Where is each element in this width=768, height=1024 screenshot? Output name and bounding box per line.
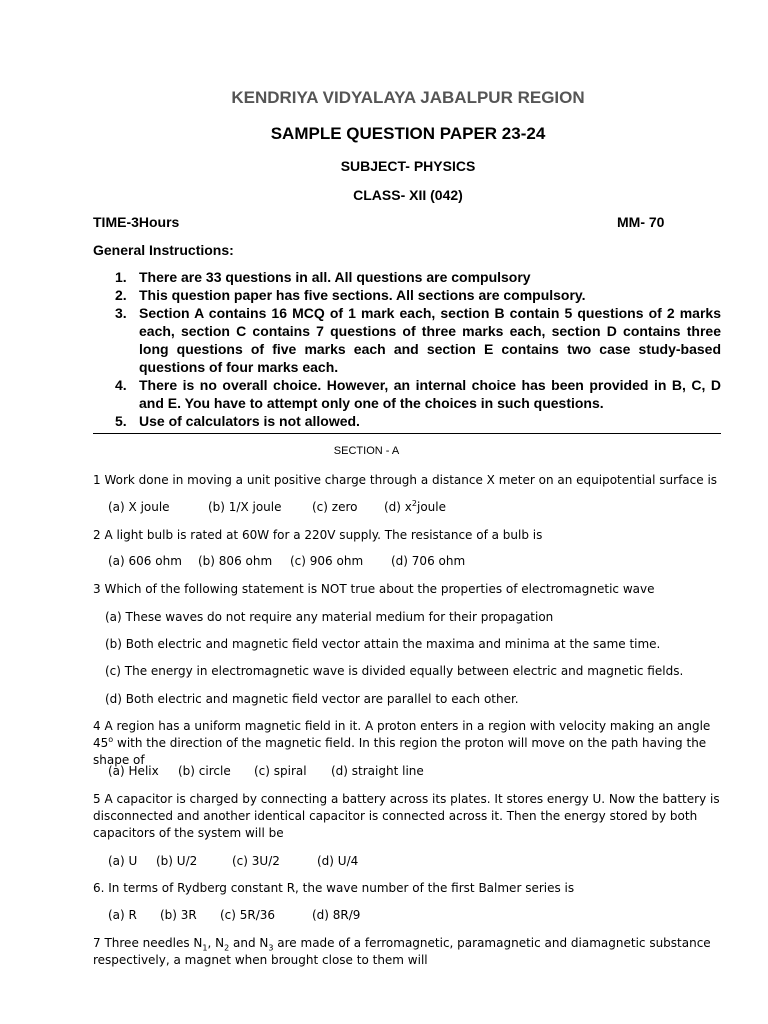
instruction-text: Section A contains 16 MCQ of 1 mark each, section B contain 5 questions of 2 marks each, section C contains 7 questions of three marks each, section D contains three long questions of five marks each and section E contains two case study-based questions of four marks each.	[139, 305, 721, 375]
instructions-title: General Instructions:	[93, 242, 234, 258]
instruction-number: 4.	[115, 377, 127, 393]
question-3-text: 3 Which of the following statement is NOT true about the properties of electromagnetic wave	[93, 582, 655, 596]
instruction-item	[93, 268, 721, 286]
instruction-item	[93, 286, 721, 304]
instruction-text: Use of calculators is not allowed.	[139, 413, 360, 429]
question-4-option-c: (c) spiral	[254, 764, 307, 778]
question-2-option-c: (c) 906 ohm	[290, 554, 364, 568]
question-5-option-a: (a) U	[108, 854, 138, 868]
question-3-option-c: (c) The energy in electromagnetic wave is divided equally between electric and magnetic fields.	[105, 664, 684, 678]
instruction-number: 2.	[115, 287, 127, 303]
question-4-text: 4 A region has a uniform magnetic field in it. A proton enters in a region with velocity making an angle 45$^o$ with the direction of the magnetic field. In this region the proton will move on the path having the shape of	[93, 719, 711, 767]
class-line: CLASS- XII (042)	[353, 187, 463, 203]
question-5-option-d: (d) U/4	[317, 854, 359, 868]
question-4-option-b: (b) circle	[178, 764, 231, 778]
subject-line: SUBJECT- PHYSICS	[340, 158, 476, 174]
question-5-text: 5 A capacitor is charged by connecting a battery across its plates. It stores energy U. Now the battery is disconnected and another identical capacitor is connected across it. Then the energy stored by both capacitors of the system will be	[93, 792, 720, 840]
question-1-option-b: (b) 1/X joule	[208, 500, 282, 514]
question-5-option-c: (c) 3U/2	[232, 854, 280, 868]
question-1-option-d: (d) $x^2joule$	[384, 499, 446, 514]
instruction-item	[93, 304, 721, 376]
question-1-option-a: (a) X joule	[108, 500, 170, 514]
instruction-number: 5.	[115, 413, 127, 429]
instruction-text: There is no overall choice. However, an internal choice has been provided in B, C, D and E. You have to attempt only one of the choices in such questions.	[139, 377, 721, 411]
question-5-option-b: (b) U/2	[156, 854, 198, 868]
instruction-number: 3.	[115, 305, 127, 321]
max-marks: MM- 70	[617, 214, 665, 230]
question-3-option-b: (b) Both electric and magnetic field vector attain the maxima and minima at the same time.	[105, 637, 661, 651]
question-6-option-c: (c) 5R/36	[220, 908, 276, 922]
question-6-option-d: (d) 8R/9	[312, 908, 361, 922]
question-2-option-a: (a) 606 ohm	[108, 554, 182, 568]
question-6-text: 6. In terms of Rydberg constant R, the wave number of the first Balmer series is	[93, 881, 575, 895]
question-4-option-d: (d) straight line	[331, 764, 424, 778]
question-3-option-a: (a) These waves do not require any material medium for their propagation	[105, 610, 554, 624]
question-6-option-a: (a) R	[108, 908, 137, 922]
question-4-option-a: (a) Helix	[108, 764, 159, 778]
question-1-option-c: (c) zero	[312, 500, 358, 514]
question-3-option-d: (d) Both electric and magnetic field vector are parallel to each other.	[105, 692, 519, 706]
question-2-option-d: (d) 706 ohm	[391, 554, 466, 568]
instruction-item	[93, 376, 721, 412]
instruction-text: This question paper has five sections. All sections are compulsory.	[139, 287, 586, 303]
question-2-option-b: (b) 806 ohm	[198, 554, 273, 568]
section-heading: SECTION - A	[333, 445, 400, 457]
instructions-list	[93, 268, 721, 430]
time-line: TIME-3Hours	[93, 214, 180, 230]
instruction-item	[93, 412, 721, 430]
question-7-text: 7 Three needles $N_1$, $N_2$ and $N_3$ are made of a ferromagnetic, paramagnetic and diamagnetic substance respectively, a magnet when brought close to them will	[93, 936, 711, 967]
question-2-text: 2 A light bulb is rated at 60W for a 220V supply. The resistance of a bulb is	[93, 528, 543, 542]
paper-title: SAMPLE QUESTION PAPER 23-24	[270, 124, 546, 143]
question-6-option-b: (b) 3R	[160, 908, 197, 922]
region-heading: KENDRIYA VIDYALAYA JABALPUR REGION	[231, 88, 585, 107]
instruction-text: There are 33 questions in all. All questions are compulsory	[139, 269, 531, 285]
instruction-number: 1.	[115, 269, 127, 285]
question-1-text: 1 Work done in moving a unit positive charge through a distance X meter on an equipotential surface is	[93, 473, 718, 487]
section-divider	[93, 433, 721, 434]
